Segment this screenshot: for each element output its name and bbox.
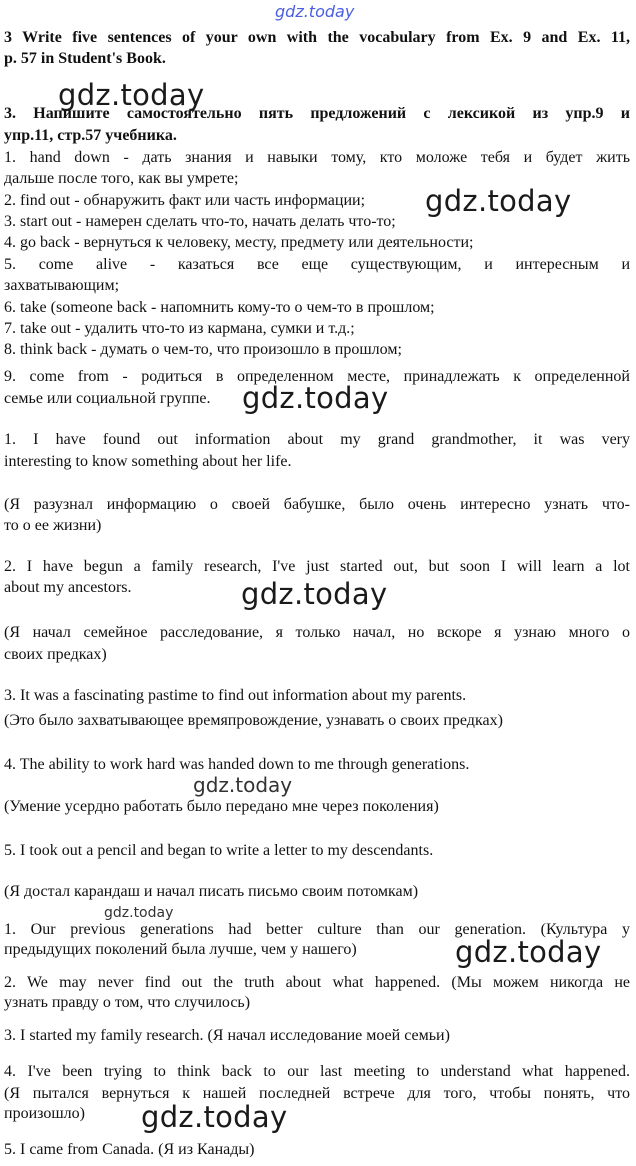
watermark: gdz.today [104, 905, 174, 921]
task-title-ru-cont: упр.11, стр.57 учебника. [4, 127, 177, 144]
answer-translation: то о ее жизни) [4, 517, 102, 534]
watermark-top: gdz.today [275, 2, 355, 21]
answer-line: 2. I have begun a family research, I've just started out, but soon I will learn a lot [4, 558, 630, 575]
task-title-en: 3 Write five sentences of your own with the vocabulary from Ex. 9 and Ex. 11, [4, 29, 630, 46]
vocab-line: 3. start out - намерен сделать что-то, начать делать что-то; [4, 213, 396, 230]
answer-line: предыдущих поколений была лучше, чем у нашего) [4, 941, 357, 958]
answer-line: (Я пытался вернуться к нашей последней встрече для того, чтобы понять, что [4, 1085, 630, 1102]
watermark: gdz.today [58, 78, 205, 112]
watermark: gdz.today [241, 577, 388, 611]
answer-translation: (Умение усердно работать было передано мне через поколения) [4, 798, 439, 815]
answer-line: 4. I've been trying to think back to our last meeting to understand what happened. [4, 1063, 630, 1080]
answer-line: 4. The ability to work hard was handed down to me through generations. [4, 756, 470, 773]
watermark: gdz.today [193, 773, 293, 797]
vocab-line: 1. hand down - дать знания и навыки тому, кто моложе тебя и будет жить [4, 149, 630, 166]
vocab-line: 8. think back - думать о чем-то, что произошло в прошлом; [4, 341, 402, 358]
vocab-line: 9. come from - родиться в определенном месте, принадлежать к определенной [4, 368, 630, 385]
watermark: gdz.today [141, 1100, 288, 1134]
task-title-ru: 3. Напишите самостоятельно пять предложений с лексикой из упр.9 и [4, 105, 630, 122]
answer-translation: (Это было захватывающее времяпровождение, узнавать о своих предках) [4, 712, 503, 729]
watermark: gdz.today [425, 184, 572, 218]
answer-line: 1. I have found out information about my grand grandmother, it was very [4, 431, 630, 448]
vocab-line: 7. take out - удалить что-то из кармана, сумки и т.д.; [4, 320, 355, 337]
answer-line: about my ancestors. [4, 579, 132, 596]
answer-line: 5. I came from Canada. (Я из Канады) [4, 1141, 255, 1158]
vocab-line: захватывающим; [4, 277, 120, 294]
vocab-line: 5. come alive - казаться все еще существующим, и интересным и [4, 256, 630, 273]
answer-translation: (Я разузнал информацию о своей бабушке, было очень интересно узнать что- [4, 496, 630, 513]
answer-translation: (Я достал карандаш и начал писать письмо своим потомкам) [4, 883, 419, 900]
answer-translation: (Я начал семейное расследование, я только начал, но вскоре я узнаю много о [4, 624, 630, 641]
answer-line: 3. I started my family research. (Я начал исследование моей семьи) [4, 1027, 450, 1044]
task-title-en-cont: p. 57 in Student's Book. [4, 50, 166, 67]
answer-line: 1. Our previous generations had better culture than our generation. (Культура у [4, 921, 630, 938]
watermark: gdz.today [242, 381, 389, 415]
answer-line: interesting to know something about her life. [4, 453, 292, 470]
answer-line: произошло) [4, 1105, 85, 1122]
vocab-line: 4. go back - вернуться к человеку, месту, предмету или деятельности; [4, 234, 474, 251]
answer-line: 5. I took out a pencil and began to write a letter to my descendants. [4, 842, 434, 859]
vocab-line: 6. take (someone back - напомнить кому-то о чем-то в прошлом; [4, 299, 435, 316]
vocab-line: 2. find out - обнаружить факт или часть информации; [4, 192, 366, 209]
answer-translation: своих предках) [4, 646, 107, 663]
vocab-line: семье или социальной группе. [4, 390, 211, 407]
answer-line: 2. We may never find out the truth about what happened. (Мы можем никогда не [4, 974, 630, 991]
watermark: gdz.today [455, 935, 602, 969]
answer-line: 3. It was a fascinating pastime to find out information about my parents. [4, 687, 467, 704]
vocab-line: дальше после того, как вы умрете; [4, 170, 239, 187]
answer-line: узнать правду о том, что случилось) [4, 994, 251, 1011]
